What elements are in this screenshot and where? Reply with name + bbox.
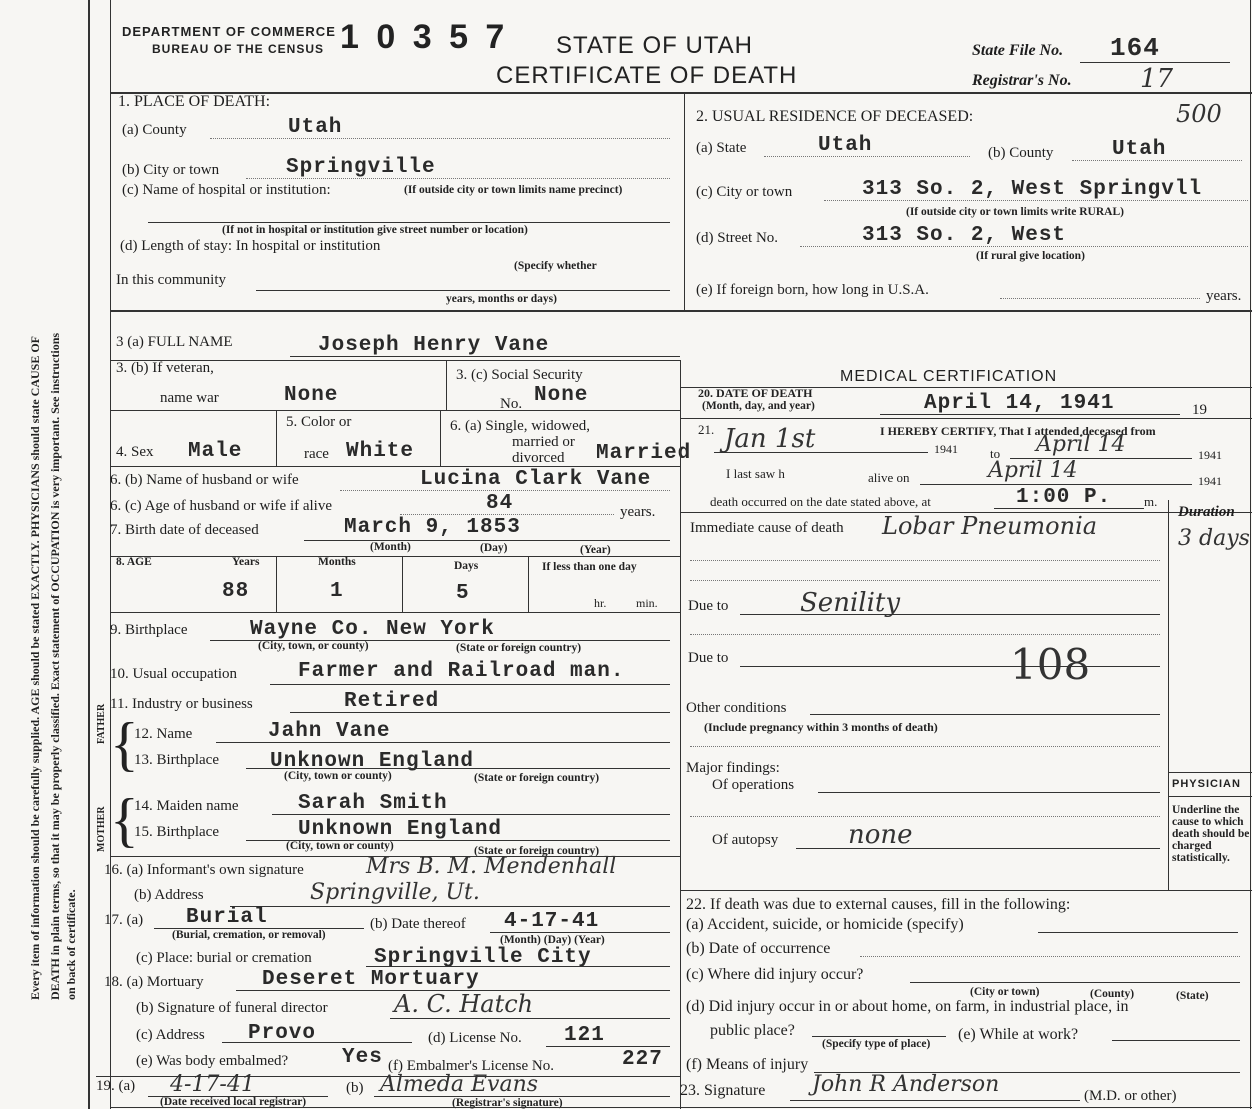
received-note: (Date received local registrar) — [160, 1096, 307, 1108]
mother-tag: MOTHER — [96, 806, 107, 852]
race-value: White — [346, 440, 415, 463]
burial-date-value: 4-17-41 — [504, 910, 600, 933]
pod-community-label: In this community — [116, 272, 226, 288]
of-autopsy-label: Of autopsy — [712, 832, 779, 848]
cause-code: 108 — [1010, 640, 1091, 689]
external-d1: (d) Did injury occur in or about home, on farm, in industrial place, in — [686, 998, 1129, 1015]
autopsy-value: none — [848, 820, 913, 850]
pod-city-label: (b) City or town — [122, 162, 220, 178]
last-saw-date: April 14 — [988, 458, 1078, 483]
pod-county-label: (a) County — [122, 122, 187, 138]
md-label: (M.D. or other) — [1084, 1088, 1177, 1104]
license-label: (d) License No. — [428, 1030, 522, 1046]
mother-name-label: 14. Maiden name — [134, 798, 239, 814]
due-to-2-label: Due to — [688, 650, 729, 666]
external-c: (c) Where did injury occur? — [686, 966, 864, 983]
father-birthplace-label: 13. Birthplace — [134, 752, 219, 768]
mother-name-value: Sarah Smith — [298, 792, 448, 815]
spouse-label: 6. (b) Name of husband or wife — [110, 472, 299, 488]
city-town-note: (City or town) — [970, 986, 1040, 998]
pod-county-value: Utah — [288, 116, 343, 139]
father-bp-state-note: (State or foreign country) — [474, 772, 600, 784]
birth-year-note: (Year) — [580, 544, 611, 556]
header-rule — [110, 92, 1252, 94]
external-b: (b) Date of occurrence — [686, 940, 831, 957]
birthplace-state-note: (State or foreign country) — [456, 642, 582, 654]
physician-box-heading: PHYSICIAN — [1172, 778, 1241, 790]
res-city-value: 313 So. 2, West Springvll — [862, 178, 1203, 201]
mortuary-value: Deseret Mortuary — [262, 968, 480, 991]
mother-brace: { — [110, 787, 139, 853]
sex-value: Male — [188, 440, 243, 463]
major-findings-label: Major findings: — [686, 760, 780, 776]
res-street-value: 313 So. 2, West — [862, 224, 1067, 247]
marital-label-2: married or — [512, 434, 575, 450]
industry-label: 11. Industry or business — [110, 696, 253, 712]
state-file-number: 164 — [1110, 33, 1160, 63]
marital-label-1: 6. (a) Single, widowed, — [450, 418, 590, 434]
physician-signature: John R Anderson — [812, 1072, 1000, 1097]
mortuary-label: 18. (a) Mortuary — [104, 974, 204, 990]
due-to-1-value: Senility — [800, 588, 901, 618]
father-tag: FATHER — [96, 703, 107, 744]
burial-value: Burial — [186, 906, 268, 929]
mother-bp-city-note: (City, town or county) — [286, 840, 394, 852]
spouse-value: Lucina Clark Vane — [420, 468, 652, 491]
embalmer-value: 227 — [622, 1048, 663, 1071]
age-label: 8. AGE — [116, 556, 152, 568]
pod-hospital-note: (If outside city or town limits name precinct) — [404, 184, 623, 196]
immediate-cause-label: Immediate cause of death — [690, 520, 844, 536]
state-note: (State) — [1176, 990, 1209, 1002]
informant-address: Springville, Ut. — [310, 880, 480, 905]
embalmed-label: (e) Was body embalmed? — [136, 1053, 289, 1069]
pod-hospital-label: (c) Name of hospital or institution: — [122, 182, 331, 198]
birth-day-note: (Day) — [480, 542, 508, 554]
res-county-value: Utah — [1112, 138, 1167, 161]
res-county-label: (b) County — [988, 145, 1054, 161]
external-heading: 22. If death was due to external causes, fill in the following: — [686, 896, 1071, 913]
res-state-value: Utah — [818, 134, 873, 157]
form-left-border — [110, 0, 111, 1109]
death-date-note: (Month, day, and year) — [702, 400, 815, 412]
external-f: (f) Means of injury — [686, 1056, 809, 1073]
funeral-director-signature: A. C. Hatch — [394, 990, 534, 1018]
veteran-label: 3. (b) If veteran, — [116, 360, 214, 376]
pod-street-note: (If not in hospital or institution give street number or location) — [222, 224, 528, 236]
father-name-value: Jahn Vane — [268, 720, 391, 743]
death-time: 1:00 P. — [1016, 486, 1112, 509]
certify-text: I HEREBY CERTIFY, That I attended deceased from — [880, 424, 1156, 438]
burial-note: (Burial, cremation, or removal) — [172, 929, 326, 941]
duration-value: 3 days — [1178, 526, 1250, 551]
residence-code: 500 — [1176, 100, 1222, 128]
registrar-number: 17 — [1140, 64, 1174, 94]
father-birthplace-value: Unknown England — [270, 750, 475, 773]
pod-years-note: years, months or days) — [446, 293, 557, 305]
place-of-death-heading: 1. PLACE OF DEATH: — [118, 93, 271, 110]
spouse-age-value: 84 — [486, 492, 514, 515]
father-brace: { — [110, 711, 139, 777]
death-date-value: April 14, 1941 — [924, 392, 1115, 415]
full-name-value: Joseph Henry Vane — [318, 334, 550, 357]
age-days-value: 5 — [456, 582, 470, 605]
ss-value: None — [534, 384, 589, 407]
burial-place-label: (c) Place: burial or cremation — [136, 950, 312, 966]
occupation-label: 10. Usual occupation — [110, 666, 238, 682]
ss-label: 3. (c) Social Security — [456, 367, 583, 383]
registrar-signature: Almeda Evans — [380, 1072, 539, 1097]
attended-from: Jan 1st — [724, 424, 816, 454]
to-word: to — [990, 446, 1001, 461]
marital-label-3: divorced — [512, 450, 565, 466]
specify-place-note: (Specify type of place) — [822, 1038, 931, 1050]
industry-value: Retired — [344, 690, 440, 713]
pod-specify-note: (Specify whether — [514, 260, 597, 272]
death-time-m: m. — [1144, 494, 1158, 509]
birthplace-value: Wayne Co. New York — [250, 618, 495, 641]
side-instructions-2: DEATH in plain terms, so that it may be properly classified. Exact statement of OCCUPATION is very important. See instructions — [48, 332, 62, 1000]
birth-month-note: (Month) — [370, 541, 411, 553]
informant-signature: Mrs B. M. Mendenhall — [366, 854, 617, 879]
dept-label: DEPARTMENT OF COMMERCE — [122, 24, 336, 39]
sex-label: 4. Sex — [116, 444, 154, 460]
age-months-head: Months — [318, 556, 356, 568]
father-name-label: 12. Name — [134, 726, 193, 742]
year-2: 1941 — [1198, 448, 1222, 462]
marital-value: Married — [596, 442, 692, 465]
state-title: STATE OF UTAH — [556, 32, 753, 59]
res-rural-note: (If rural give location) — [976, 250, 1085, 262]
occurred-label: death occurred on the date stated above, at — [710, 494, 931, 509]
age-months-value: 1 — [330, 580, 344, 603]
mother-birthplace-value: Unknown England — [298, 818, 503, 841]
res-city-label: (c) City or town — [696, 184, 793, 200]
race-label: race — [304, 446, 329, 462]
embalmer-label: (f) Embalmer's License No. — [388, 1058, 554, 1074]
license-value: 121 — [564, 1024, 605, 1047]
res-street-label: (d) Street No. — [696, 230, 779, 246]
occupation-value: Farmer and Railroad man. — [298, 660, 625, 683]
received-date: 4-17-41 — [170, 1072, 255, 1097]
burial-label: 17. (a) — [104, 912, 144, 928]
year-1: 1941 — [934, 442, 958, 456]
war-label: name war — [160, 390, 219, 406]
side-instructions-3: on back of certificate. — [64, 889, 78, 1000]
mother-birthplace-label: 15. Birthplace — [134, 824, 219, 840]
age-min-label: min. — [636, 596, 658, 610]
informant-sig-label: 16. (a) Informant's own signature — [104, 862, 304, 878]
mother-bp-state-note: (State or foreign country) — [474, 845, 600, 857]
war-value: None — [284, 384, 339, 407]
embalmed-value: Yes — [342, 1046, 383, 1069]
attended-to: April 14 — [1036, 432, 1126, 457]
medical-heading: MEDICAL CERTIFICATION — [840, 368, 1058, 385]
age-under-day-head: If less than one day — [542, 561, 637, 573]
burial-place-value: Springville City — [374, 946, 592, 969]
spouse-age-label: 6. (c) Age of husband or wife if alive — [110, 498, 333, 514]
immediate-cause-value: Lobar Pneumonia — [882, 512, 1098, 540]
duration-label: Duration — [1178, 504, 1235, 520]
birth-date-label: 7. Birth date of deceased — [110, 522, 259, 538]
father-bp-city-note: (City, town or county) — [284, 770, 392, 782]
external-a: (a) Accident, suicide, or homicide (specify) — [686, 916, 964, 933]
pod-stay-label: (d) Length of stay: In hospital or institution — [120, 238, 381, 254]
side-instructions-1: Every item of information should be carefully supplied. AGE should be stated EXACTLY. PHYSICIANS should state CAUSE OF — [28, 336, 42, 1000]
death-date-label: 20. DATE OF DEATH — [698, 386, 813, 400]
color-label: 5. Color or — [286, 414, 352, 430]
funeral-director-label: (b) Signature of funeral director — [136, 1000, 328, 1016]
last-saw-label: I last saw h — [726, 466, 785, 481]
other-conditions-note: (Include pregnancy within 3 months of death) — [704, 720, 938, 734]
state-file-label: State File No. — [972, 42, 1064, 59]
physician-sig-label: 23. Signature — [680, 1082, 766, 1099]
res-state-label: (a) State — [696, 140, 747, 156]
due-to-1-label: Due to — [688, 598, 729, 614]
external-d2: public place? — [710, 1022, 795, 1039]
informant-address-label: (b) Address — [134, 887, 204, 903]
registrar-no-label: Registrar's No. — [972, 72, 1072, 89]
received-label: 19. (a) — [96, 1078, 136, 1094]
registrar-sig-note: (Registrar's signature) — [452, 1097, 563, 1109]
physician-box-note: Underline the cause to which death should be charged statistically. — [1172, 804, 1250, 864]
external-e: (e) While at work? — [958, 1026, 1079, 1043]
birthplace-city-note: (City, town, or county) — [258, 640, 369, 652]
res-city-note: (If outside city or town limits write RURAL) — [906, 206, 1124, 218]
bureau-label: BUREAU OF THE CENSUS — [152, 42, 325, 56]
age-hr-label: hr. — [594, 596, 607, 610]
full-name-label: 3 (a) FULL NAME — [116, 334, 233, 350]
serial-number: 1 0 3 5 7 — [340, 18, 509, 56]
age-years-head: Years — [232, 556, 260, 568]
age-days-head: Days — [454, 560, 479, 572]
ss-no-label: No. — [500, 396, 523, 412]
registrar-sig-label: (b) — [346, 1080, 364, 1096]
age-years-value: 88 — [222, 580, 250, 603]
burial-date-note: (Month) (Day) (Year) — [500, 934, 605, 946]
res-foreign-label: (e) If foreign born, how long in U.S.A. — [696, 282, 929, 298]
res-years-label: years. — [1206, 288, 1242, 304]
residence-heading: 2. USUAL RESIDENCE OF DECEASED: — [696, 108, 974, 125]
margin-rule — [88, 0, 90, 1109]
burial-date-label: (b) Date thereof — [370, 916, 466, 932]
other-conditions-label: Other conditions — [686, 700, 787, 716]
pod-city-value: Springville — [286, 156, 436, 179]
item-21: 21. — [698, 422, 715, 437]
certificate-title: CERTIFICATE OF DEATH — [496, 62, 798, 89]
birth-date-value: March 9, 1853 — [344, 516, 521, 539]
alive-on-label: alive on — [868, 470, 910, 485]
year-3: 1941 — [1198, 474, 1222, 488]
mortuary-address-label: (c) Address — [136, 1027, 205, 1043]
death-date-19: 19 — [1192, 402, 1207, 418]
county-note: (County) — [1090, 988, 1135, 1000]
of-operations-label: Of operations — [712, 777, 795, 793]
birthplace-label: 9. Birthplace — [110, 622, 188, 638]
spouse-age-years: years. — [620, 504, 656, 520]
mortuary-address-value: Provo — [248, 1022, 317, 1045]
